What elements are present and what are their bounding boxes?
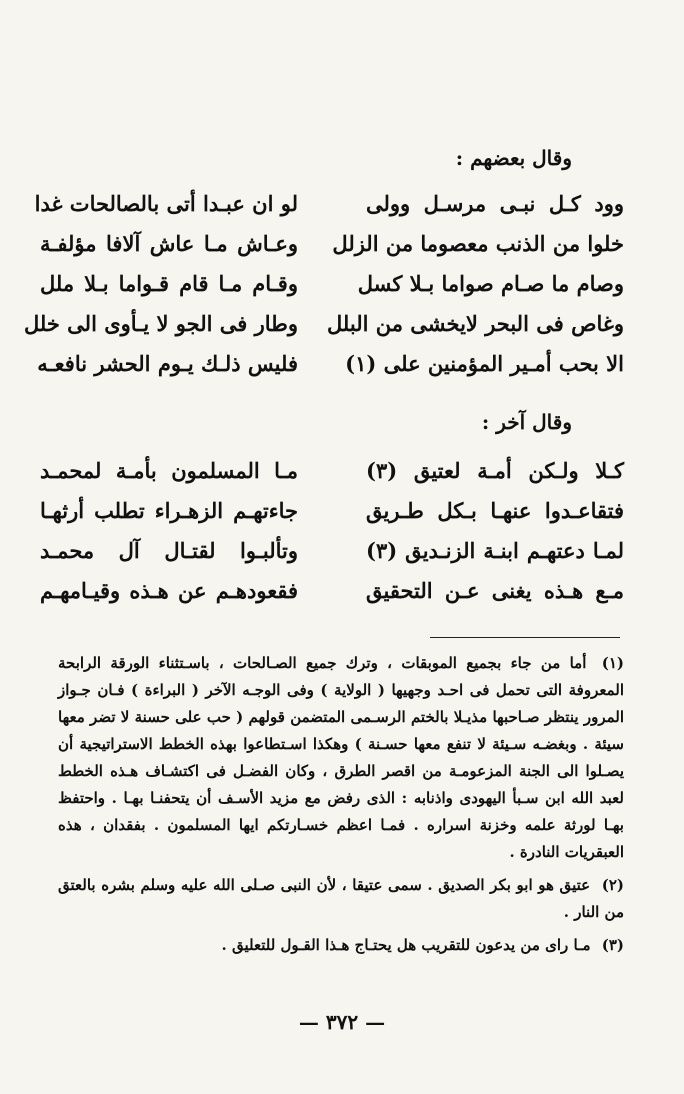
footnote-text: مـا راى من يدعون للتقريب هل يحتـاج هـذا القـول للتعليق .	[221, 936, 591, 954]
verse-line	[40, 263, 624, 303]
verse-second-half: لمـا دعتهـم ابنـة الزنـديق (٣)	[366, 537, 624, 563]
footnote-text: عتيق هو ابو بكر الصديق . سمى عتيقا ، لأن النبى صـلى الله عليه وسلم بشره بالعتق من النار .	[58, 876, 624, 921]
verse-line	[40, 530, 624, 570]
verse-line	[40, 223, 624, 263]
verse-line	[34, 183, 624, 223]
verse-first-half: فليس ذلـك يـوم الحشر نافعـه	[37, 350, 298, 376]
verse-first-half: لو ان عبـدا أتى بالصالحات غدا	[34, 190, 298, 216]
footnote-number: (٢)	[601, 876, 624, 894]
verse-second-half: مـع هـذه يغنى عـن التحقيق	[366, 577, 624, 603]
verse-line	[37, 343, 624, 383]
verse-second-half: وغاص فى البحر لايخشى من البلل	[327, 310, 624, 336]
verse-first-half: جاءتهـم الزهـراء تطلب أرثهـا	[40, 497, 298, 523]
footnote-3	[58, 932, 624, 959]
verse-first-half: وقـام مـا قام قـواما بـلا ملل	[40, 270, 298, 296]
footnotes	[58, 650, 624, 965]
verse-first-half: وعـاش مـا عاش آلافا مؤلفـة	[40, 230, 298, 256]
verse-first-half: فقعودهـم عن هـذه وقيـامهـم	[40, 577, 298, 603]
verse-second-half: فتقاعـدوا عنهـا بـكل طـريق	[366, 497, 624, 523]
page-number: — ٣٧٢ —	[298, 1010, 386, 1034]
verse-second-half: وود كـل نبـى مرسـل وولى	[366, 190, 624, 216]
verse-line	[40, 490, 624, 530]
footnote-divider	[430, 637, 620, 638]
verse-second-half: وصام ما صـام صواما بـلا كسل	[357, 270, 624, 296]
footnote-number: (٣)	[601, 936, 624, 954]
footnote-1	[58, 650, 624, 866]
verse-line	[40, 570, 624, 610]
verse-second-half: خلوا من الذنب معصوما من الزلل	[332, 230, 624, 256]
heading-second-speaker: وقال آخر :	[481, 410, 572, 434]
verse-line	[24, 303, 624, 343]
heading-first-speaker: وقال بعضهم :	[455, 146, 572, 170]
verse-line	[40, 450, 624, 490]
poem-1	[24, 183, 624, 383]
footnote-2	[58, 872, 624, 926]
footnote-number: (١)	[601, 654, 624, 672]
verse-first-half: مـا المسلمون بأمـة لمحمـد	[40, 457, 298, 483]
verse-second-half: كـلا ولـكن أمـة لعتيق (٣)	[366, 457, 624, 483]
poem-2	[40, 450, 624, 610]
verse-first-half: وتألبـوا لقتـال آل محمـد	[40, 537, 298, 563]
footnote-text: أما من جاء بجميع الموبقات ، وترك جميع الصـالحات ، باسـتثناء الورقة الرابحة المعروفة التى تحمل فى احـد وجهيها ( الولاية ) وفى الوجـه الآخر ( البراءة ) فـان جـواز المرور ينتظر صـاحبها مذيـلا بالختم الرسـمى المتضمن قولهم ( حب على حسنة لا تضر معها سيئة . وبغضـه سـيئة لا تنفع معها حسـنة ) وهكذا اسـتطاعوا بهذه الخطط الاستراتيجية أن يصـلوا الى الجنة المزعومـة من اقصر الطرق ، وكان الفضـل فى اكتشـاف هـذه الخطط لعبد الله ابن سـبأ اليهودى واذنابه : الذى رفض مع مزيد الأسـف أن يتحفنـا بهـا . واحتفظ بهـا لورثة علمه وخزنة اسراره . فمـا اعظم خسـارتكم ايها المسلمون . بفقدان ، هذه العبقريات النادرة .	[58, 654, 624, 861]
verse-first-half: وطار فى الجو لا يـأوى الى خلل	[24, 310, 298, 336]
verse-second-half: الا بحب أمـير المؤمنين على (١)	[345, 350, 624, 376]
